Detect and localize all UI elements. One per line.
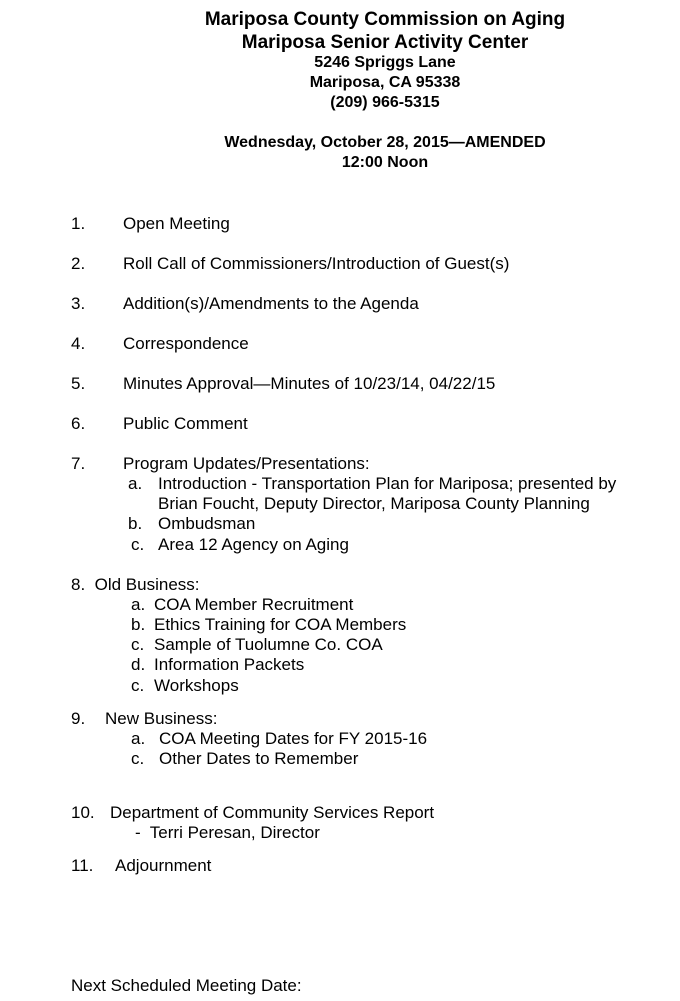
- address-street: 5246 Spriggs Lane: [314, 54, 456, 71]
- sub-item-letter: a.: [131, 595, 146, 614]
- item-text: New Business:: [105, 709, 218, 728]
- sub-item-letter: c.: [131, 749, 145, 768]
- sub-item-text: Other Dates to Remember: [159, 749, 359, 768]
- sub-item-text: Information Packets: [154, 655, 305, 674]
- sub-item-text: COA Meeting Dates for FY 2015-16: [159, 729, 428, 748]
- sub-item-letter: c.: [131, 676, 145, 695]
- sub-item-text: - Terri Peresan, Director: [135, 823, 320, 842]
- item-number: 3.: [71, 294, 86, 313]
- sub-item-letter: a.: [128, 474, 143, 493]
- item-number: 2.: [71, 254, 86, 273]
- item-text: Adjournment: [115, 856, 212, 875]
- item-number: 4.: [71, 334, 86, 353]
- sub-item-text: Area 12 Agency on Aging: [158, 535, 349, 554]
- sub-item-letter: c.: [131, 535, 145, 554]
- sub-item-text: Introduction - Transportation Plan for Mariposa; presented by: [158, 474, 617, 493]
- item-text: 8. Old Business:: [71, 575, 200, 594]
- item-text: Public Comment: [123, 414, 248, 433]
- item-number: 6.: [71, 414, 86, 433]
- phone-number: (209) 966-5315: [330, 94, 440, 111]
- item-text: Roll Call of Commissioners/Introduction of Guest(s): [123, 254, 510, 273]
- sub-item-text: COA Member Recruitment: [154, 595, 354, 614]
- item-text: Program Updates/Presentations:: [123, 454, 370, 473]
- sub-item-text: Ethics Training for COA Members: [154, 615, 407, 634]
- item-text: Open Meeting: [123, 214, 230, 233]
- meeting-time: 12:00 Noon: [341, 154, 429, 171]
- center-name: Mariposa Senior Activity Center: [241, 32, 529, 53]
- item-number: 7.: [71, 454, 86, 473]
- item-number: 10.: [71, 803, 95, 822]
- item-number: 11.: [71, 856, 94, 875]
- item-number: 1.: [71, 214, 86, 233]
- address-city: Mariposa, CA 95338: [309, 74, 461, 91]
- item-number: 5.: [71, 374, 86, 393]
- sub-item-letter: c.: [131, 635, 145, 654]
- sub-item-text: Ombudsman: [158, 514, 256, 533]
- sub-item-text-continued: Brian Foucht, Deputy Director, Mariposa County Planning: [158, 494, 590, 513]
- item-text: Correspondence: [123, 334, 249, 353]
- meeting-date: Wednesday, October 28, 2015—AMENDED: [224, 134, 546, 151]
- item-number: 9.: [71, 709, 86, 728]
- sub-item-text: Workshops: [154, 676, 239, 695]
- org-title: Mariposa County Commission on Aging: [204, 9, 566, 30]
- item-text: Addition(s)/Amendments to the Agenda: [123, 294, 419, 313]
- sub-item-letter: b.: [128, 514, 143, 533]
- sub-item-letter: a.: [131, 729, 146, 748]
- item-text: Minutes Approval—Minutes of 10/23/14, 04/22/15: [123, 374, 496, 393]
- sub-item-text: Sample of Tuolumne Co. COA: [154, 635, 383, 654]
- sub-item-letter: b.: [131, 615, 146, 634]
- sub-item-letter: d.: [131, 655, 146, 674]
- next-meeting-label: Next Scheduled Meeting Date:: [71, 976, 302, 995]
- item-text: Department of Community Services Report: [110, 803, 435, 822]
